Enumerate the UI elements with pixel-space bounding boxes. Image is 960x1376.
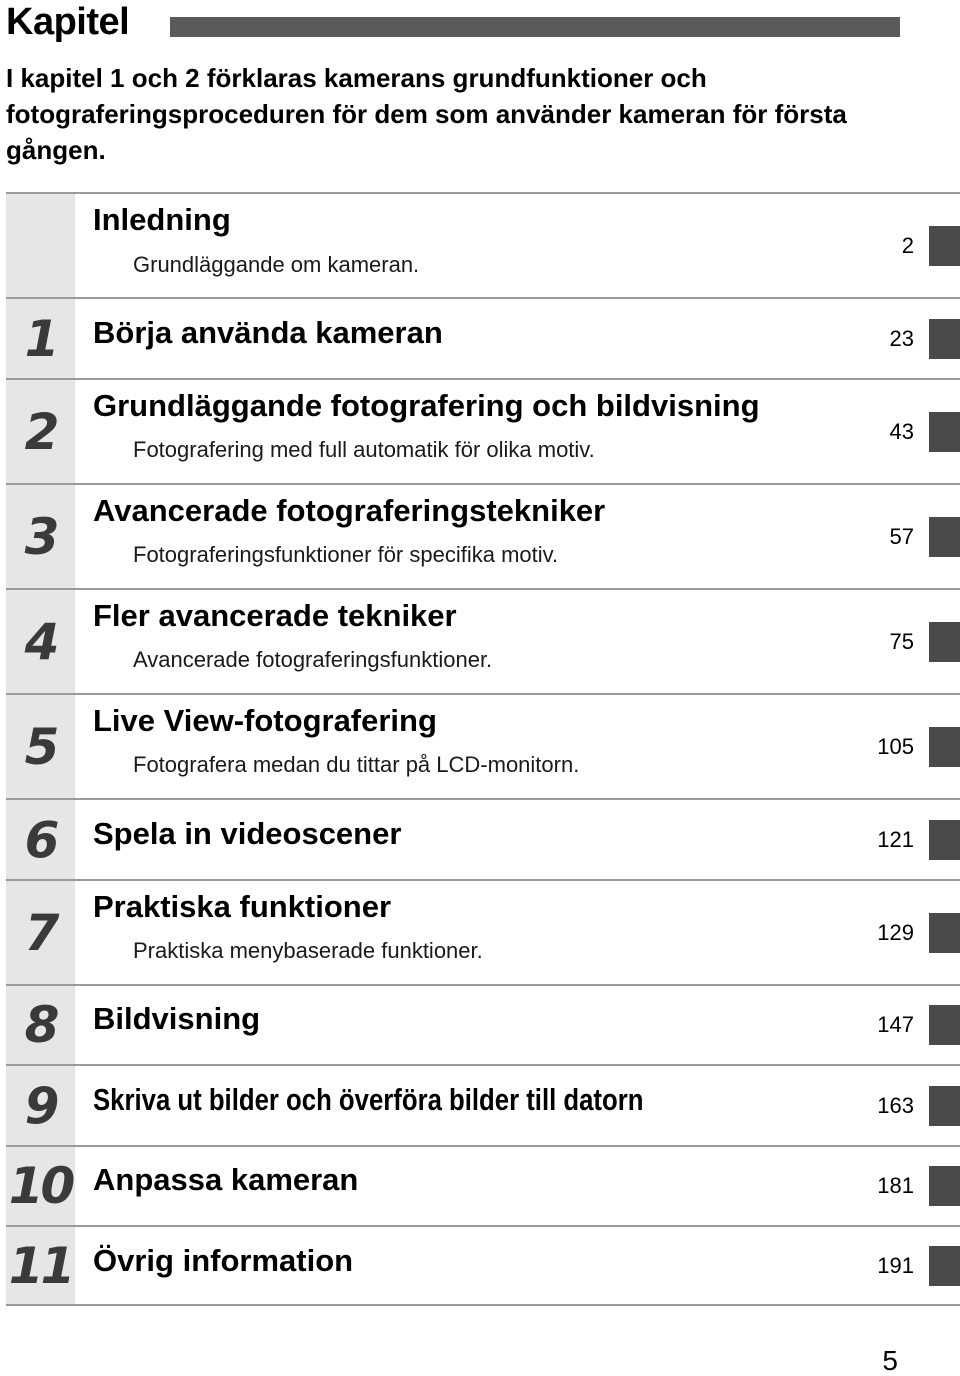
chapter-number: 4 bbox=[24, 612, 57, 671]
toc-row-7[interactable] bbox=[6, 879, 960, 984]
chapter-tab bbox=[929, 622, 960, 662]
toc-row-5[interactable] bbox=[6, 693, 960, 798]
chapter-number-cell bbox=[6, 1147, 75, 1225]
toc-row-6[interactable] bbox=[6, 798, 960, 879]
toc-row-1[interactable] bbox=[6, 297, 960, 378]
chapter-subtitle: Avancerade fotograferingsfunktioner. bbox=[133, 647, 493, 672]
chapter-number-cell bbox=[6, 299, 75, 378]
intro-text: I kapitel 1 och 2 förklaras kamerans grundfunktioner och fotograferingsproceduren för dem som använder kameran för första gången. bbox=[6, 63, 847, 165]
chapter-title[interactable]: Anpassa kameran bbox=[93, 1162, 359, 1197]
chapter-title[interactable]: Praktiska funktioner bbox=[93, 889, 392, 924]
page-number[interactable]: 163 bbox=[877, 1092, 914, 1118]
chapter-number-cell bbox=[6, 485, 75, 588]
chapter-title[interactable]: Börja använda kameran bbox=[93, 315, 443, 350]
chapter-number-cell bbox=[6, 1227, 75, 1304]
toc-row-2[interactable] bbox=[6, 378, 960, 483]
chapter-subtitle: Grundläggande om kameran. bbox=[133, 252, 420, 277]
chapter-title[interactable]: Grundläggande fotografering och bildvisning bbox=[93, 388, 760, 423]
chapter-header bbox=[0, 0, 960, 48]
chapter-title[interactable]: Övrig information bbox=[93, 1243, 354, 1278]
chapter-tab bbox=[929, 412, 960, 452]
toc-row-8[interactable] bbox=[6, 984, 960, 1064]
chapter-number: 8 bbox=[24, 996, 57, 1054]
chapter-number: 1 bbox=[24, 309, 57, 368]
toc-row-3[interactable] bbox=[6, 483, 960, 588]
chapter-number-cell bbox=[6, 590, 75, 693]
chapter-title[interactable]: Avancerade fotograferingstekniker bbox=[93, 493, 606, 528]
chapter-title[interactable]: Inledning bbox=[93, 202, 231, 237]
chapter-tab bbox=[929, 1005, 960, 1045]
footer-page-number: 5 bbox=[882, 1345, 898, 1376]
chapter-tab bbox=[929, 1246, 960, 1286]
chapter-title[interactable]: Bildvisning bbox=[93, 1001, 261, 1036]
chapter-subtitle: Praktiska menybaserade funktioner. bbox=[133, 938, 483, 963]
chapter-number: 9 bbox=[24, 1076, 57, 1135]
chapter-number: 2 bbox=[24, 402, 57, 461]
page-number[interactable]: 43 bbox=[889, 418, 914, 444]
chapter-subtitle: Fotografera medan du tittar på LCD-monitorn. bbox=[133, 752, 580, 777]
chapter-subtitle: Fotografering med full automatik för olika motiv. bbox=[133, 437, 595, 462]
header-bar bbox=[170, 17, 900, 37]
page-number[interactable]: 147 bbox=[877, 1012, 914, 1037]
toc-row-9[interactable] bbox=[6, 1064, 960, 1145]
chapter-number: 7 bbox=[24, 903, 57, 962]
page-number[interactable]: 121 bbox=[877, 826, 914, 852]
page-number[interactable]: 2 bbox=[901, 232, 914, 258]
chapter-number-cell bbox=[6, 194, 75, 297]
page-number[interactable]: 181 bbox=[877, 1173, 914, 1198]
page-number[interactable]: 23 bbox=[889, 325, 914, 351]
chapter-title[interactable]: Skriva ut bilder och överföra bilder till datorn bbox=[93, 1082, 644, 1117]
page-number[interactable]: 57 bbox=[889, 523, 914, 549]
page-number[interactable]: 105 bbox=[877, 733, 914, 759]
chapter-title[interactable]: Fler avancerade tekniker bbox=[93, 598, 457, 633]
chapter-number: 11 bbox=[8, 1236, 73, 1295]
toc-row-intro[interactable] bbox=[6, 192, 960, 297]
chapter-number-cell bbox=[6, 881, 75, 984]
toc-row-10[interactable] bbox=[6, 1145, 960, 1225]
chapter-number: 3 bbox=[24, 507, 57, 566]
chapter-number: 5 bbox=[24, 717, 57, 776]
chapter-number-cell bbox=[6, 800, 75, 879]
chapter-title[interactable]: Live View-fotografering bbox=[93, 703, 437, 738]
page-number[interactable]: 75 bbox=[889, 628, 914, 654]
chapter-subtitle: Fotograferingsfunktioner för specifika motiv. bbox=[133, 542, 559, 567]
page-number[interactable]: 129 bbox=[877, 919, 914, 945]
chapter-tab bbox=[929, 319, 960, 359]
toc-row-4[interactable] bbox=[6, 588, 960, 693]
chapter-number-cell bbox=[6, 380, 75, 483]
chapter-tab bbox=[929, 1086, 960, 1126]
chapter-number-cell bbox=[6, 695, 75, 798]
toc-row-11[interactable] bbox=[6, 1225, 960, 1306]
chapter-number: 10 bbox=[8, 1157, 73, 1215]
chapter-number-cell bbox=[6, 1066, 75, 1145]
chapter-number: 6 bbox=[24, 810, 57, 869]
chapter-tab bbox=[929, 727, 960, 767]
page-number[interactable]: 191 bbox=[877, 1252, 914, 1278]
chapter-tab bbox=[929, 517, 960, 557]
chapter-tab bbox=[929, 226, 960, 266]
chapter-tab bbox=[929, 820, 960, 860]
page-title: Kapitel bbox=[6, 1, 130, 43]
chapter-number-cell bbox=[6, 986, 75, 1064]
chapter-title[interactable]: Spela in videoscener bbox=[93, 816, 402, 851]
chapter-tab bbox=[929, 913, 960, 953]
chapter-tab bbox=[929, 1166, 960, 1206]
table-of-contents bbox=[6, 192, 960, 1306]
